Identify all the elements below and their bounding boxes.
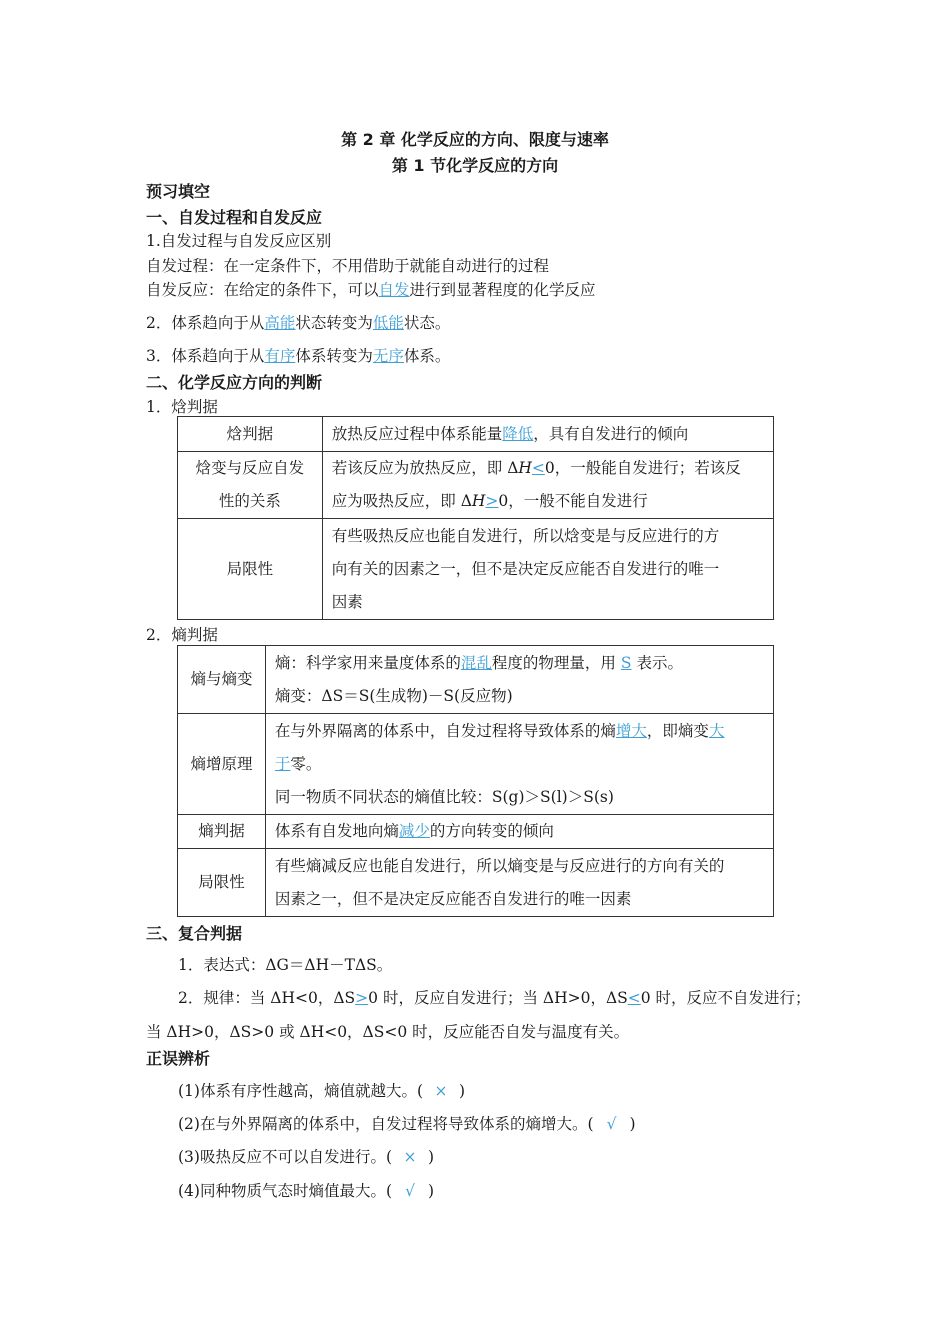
part3-line2 [178, 986, 811, 1008]
row-value [265, 815, 773, 849]
text-line [275, 715, 764, 748]
text: 0 时，反应自发进行；当 ΔH>0，ΔS [368, 989, 628, 1007]
answer-blank: 低能 [372, 314, 404, 332]
text: 表示。 [636, 653, 683, 672]
judge-heading: 正误辨析 [146, 1049, 211, 1068]
answer-blank: 降低 [502, 424, 534, 443]
answer-blank: 有序 [264, 347, 296, 365]
text-line [332, 485, 764, 518]
table-row [178, 417, 774, 452]
text: 0 时，反应不自发进行； [640, 989, 811, 1007]
answer-mark: √ [405, 1182, 415, 1200]
answer-mark: √ [606, 1115, 617, 1133]
row-value [322, 417, 773, 452]
answer-blank: > [355, 989, 369, 1007]
text: (4)同种物质气态时熵值最大。( [178, 1182, 393, 1200]
row-key: 熵与熵变 [178, 646, 266, 714]
part1-line3 [146, 278, 596, 300]
answer-blank: < [627, 989, 641, 1007]
row-value [265, 714, 773, 815]
text: 体系有自发地向熵 [274, 822, 399, 840]
part1-line4 [146, 311, 450, 333]
text: 2．规律：当 ΔH<0，ΔS [178, 989, 356, 1007]
text: 若该反应为放热反应，即 Δ [331, 459, 519, 477]
row-value [265, 646, 773, 714]
answer-blank: > [485, 492, 499, 510]
judge-item-2 [178, 1112, 636, 1134]
text: (3)吸热反应不可以自发进行。( [178, 1148, 393, 1166]
answer-blank: 大 [708, 721, 725, 740]
table-row [178, 849, 774, 917]
part1-line2: 自发过程：在一定条件下，不用借助于就能自动进行的过程 [146, 257, 550, 275]
row-key: 焓判据 [178, 417, 323, 452]
text: ) [428, 1148, 435, 1166]
row-key: 局限性 [178, 519, 323, 620]
text: 程度的物理量，用 [491, 653, 616, 672]
chapter-title: 第 2 章 化学反应的方向、限度与速率 [341, 130, 609, 149]
text: 性的关系 [218, 492, 281, 510]
text: 在与外界隔离的体系中，自发过程将导致体系的熵 [274, 721, 616, 740]
text: 3．体系趋向于从 [146, 347, 265, 365]
judge-item-1 [178, 1079, 465, 1101]
enthalpy-table [177, 416, 774, 620]
row-key [178, 452, 323, 519]
answer-blank: 增大 [615, 721, 647, 740]
text: 2．体系趋向于从 [146, 314, 265, 332]
text: 的方向转变的倾向 [429, 822, 554, 840]
text-line: 有些吸热反应也能自发进行，所以焓变是与反应进行的方 [331, 526, 720, 545]
text-line [275, 647, 764, 680]
text: 零。 [290, 754, 322, 773]
enthalpy-label: 1．焓判据 [146, 398, 218, 416]
answer-mark: × [403, 1148, 417, 1166]
text: 焓变与反应自发 [195, 459, 305, 477]
part3-line1: 1．表达式：ΔG＝ΔH－TΔS。 [178, 956, 393, 974]
text-line: 向有关的因素之一，但不是决定反应能否自发进行的唯一 [331, 559, 720, 578]
part1-line5 [146, 344, 450, 366]
answer-blank: S [620, 653, 632, 672]
table-row [178, 815, 774, 849]
text: 0，一般不能自发进行 [498, 492, 648, 510]
part3-heading: 三、复合判据 [146, 924, 243, 943]
text: 状态转变为 [295, 314, 373, 332]
answer-mark: × [434, 1082, 448, 1100]
text-line [332, 452, 764, 485]
table-row [178, 646, 774, 714]
text: 自发反应：在给定的条件下，可以 [146, 281, 379, 299]
text: ) [629, 1115, 636, 1133]
answer-blank: < [531, 459, 545, 477]
part1-heading: 一、自发过程和自发反应 [146, 208, 323, 227]
answer-blank: 于 [274, 754, 291, 773]
row-key: 熵判据 [178, 815, 266, 849]
table-row [178, 452, 774, 519]
text-line: 有些熵减反应也能自发进行，所以熵变是与反应进行的方向有关的 [274, 856, 725, 875]
row-value [322, 452, 773, 519]
answer-blank: 自发 [378, 281, 410, 299]
text: ，具有自发进行的倾向 [533, 424, 689, 443]
judge-item-3 [178, 1145, 434, 1167]
text-line: 因素 [331, 592, 363, 611]
text: (1)体系有序性越高，熵值就越大。( [178, 1082, 424, 1100]
text: (2)在与外界隔离的体系中，自发过程将导致体系的熵增大。( [178, 1115, 594, 1133]
text: ，即熵变 [646, 721, 709, 740]
answer-blank: 无序 [372, 347, 404, 365]
text: 进行到显著程度的化学反应 [409, 281, 596, 299]
row-key: 熵增原理 [178, 714, 266, 815]
text: ) [459, 1082, 466, 1100]
text: 应为吸热反应，即 Δ [331, 492, 472, 510]
symbol: H [518, 459, 532, 477]
symbol: H [471, 492, 486, 510]
text: 放热反应过程中体系能量 [331, 424, 503, 443]
answer-blank: 高能 [264, 314, 296, 332]
text: 体系转变为 [295, 347, 373, 365]
table-row [178, 714, 774, 815]
table-row [178, 519, 774, 620]
answer-blank: 减少 [398, 822, 430, 840]
text-line: 同一物质不同状态的熵值比较：S(g)＞S(l)＞S(s) [274, 787, 614, 806]
text: 状态。 [403, 314, 451, 332]
row-key: 局限性 [178, 849, 266, 917]
judge-item-4 [178, 1179, 434, 1201]
text-line: 熵变：ΔS＝S(生成物)－S(反应物) [274, 686, 513, 705]
text: 0，一般能自发进行；若该反 [544, 459, 741, 477]
answer-blank: 混乱 [460, 653, 492, 672]
text: 体系。 [403, 347, 451, 365]
part2-heading: 二、化学反应方向的判断 [146, 373, 323, 392]
text: 熵：科学家用来量度体系的 [274, 653, 461, 672]
section-title: 第 1 节化学反应的方向 [391, 156, 559, 175]
entropy-label: 2．熵判据 [146, 626, 218, 644]
preview-heading: 预习填空 [146, 182, 211, 201]
row-value [265, 849, 773, 917]
part1-line1: 1.自发过程与自发反应区别 [146, 232, 332, 250]
entropy-table [177, 645, 774, 917]
text: ) [428, 1182, 435, 1200]
row-value [322, 519, 773, 620]
text-line [275, 748, 764, 781]
part3-line3: 当 ΔH>0，ΔS>0 或 ΔH<0，ΔS<0 时，反应能否自发与温度有关。 [146, 1023, 630, 1041]
text-line: 因素之一，但不是决定反应能否自发进行的唯一因素 [274, 889, 632, 908]
